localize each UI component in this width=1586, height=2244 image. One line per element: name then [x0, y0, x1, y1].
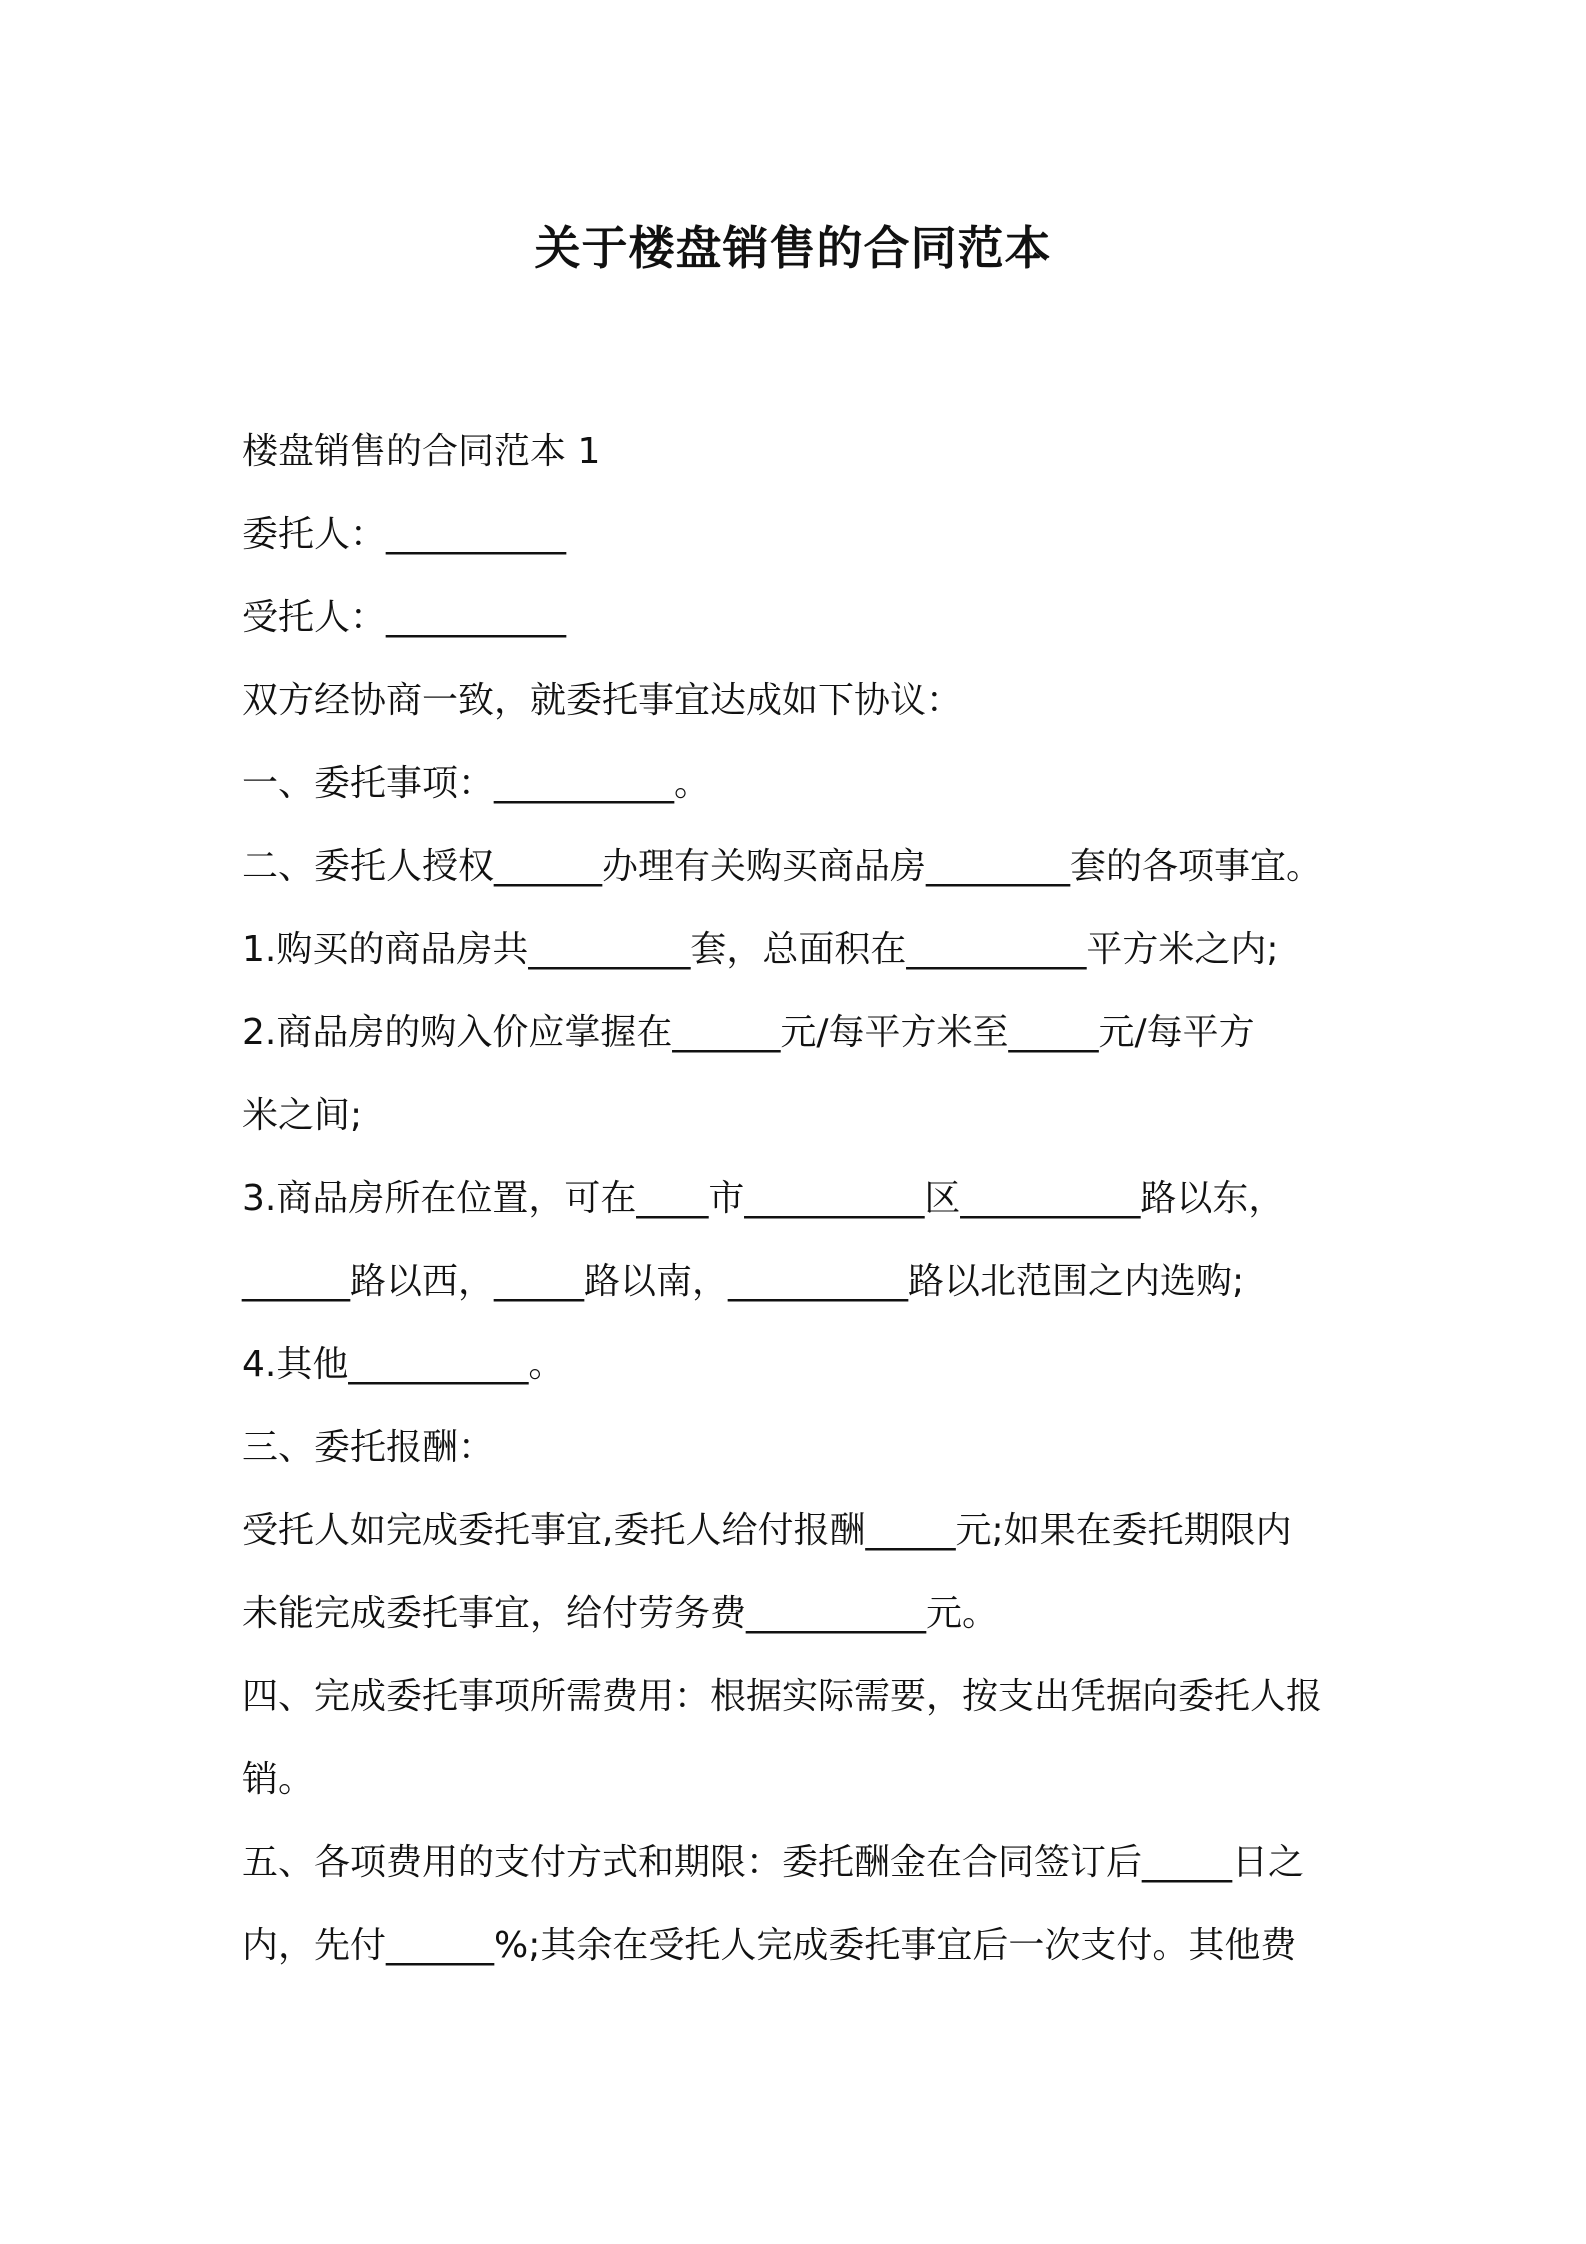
- principal-line: 委托人：__________: [242, 514, 567, 555]
- clause-2-item-2-cont: 米之间;: [242, 1095, 363, 1136]
- document-body: [242, 410, 1364, 1987]
- clause-2-authorization: 二、委托人授权______办理有关购买商品房________套的各项事宜。: [242, 846, 1323, 887]
- clause-3-text: 受托人如完成委托事宜,委托人给付报酬_____元;如果在委托期限内: [242, 1510, 1292, 1551]
- document-title: 关于楼盘销售的合同范本: [534, 221, 1052, 275]
- agreement-intro: 双方经协商一致，就委托事宜达成如下协议：: [242, 680, 963, 721]
- clause-1-entrusted-matter: 一、委托事项：__________。: [242, 763, 711, 804]
- clause-2-item-3-cont: ______路以西，_____路以南，__________路以北范围之内选购;: [242, 1261, 1245, 1302]
- clause-3-heading: 三、委托报酬：: [242, 1427, 495, 1468]
- clause-4-text: 四、完成委托事项所需费用：根据实际需要，按支出凭据向委托人报: [242, 1676, 1323, 1717]
- clause-5-text: 五、各项费用的支付方式和期限：委托酬金在合同签订后_____日之: [242, 1842, 1305, 1883]
- clause-2-item-1: 1.购买的商品房共_________套，总面积在__________平方米之内;: [242, 929, 1279, 970]
- clause-3-text-cont: 未能完成委托事宜，给付劳务费__________元。: [242, 1593, 999, 1634]
- section-heading-template-1: 楼盘销售的合同范本 1: [242, 431, 601, 472]
- clause-4-text-cont: 销。: [242, 1759, 315, 1800]
- clause-2-item-4: 4.其他__________。: [242, 1344, 565, 1385]
- clause-2-item-2: 2.商品房的购入价应掌握在______元/每平方米至_____元/每平方: [242, 1012, 1255, 1053]
- agent-line: 受托人：__________: [242, 597, 567, 638]
- clause-2-item-3: 3.商品房所在位置，可在____市__________区__________路以东，: [242, 1178, 1285, 1219]
- clause-5-text-cont: 内，先付______%;其余在受托人完成委托事宜后一次支付。其他费: [242, 1925, 1297, 1966]
